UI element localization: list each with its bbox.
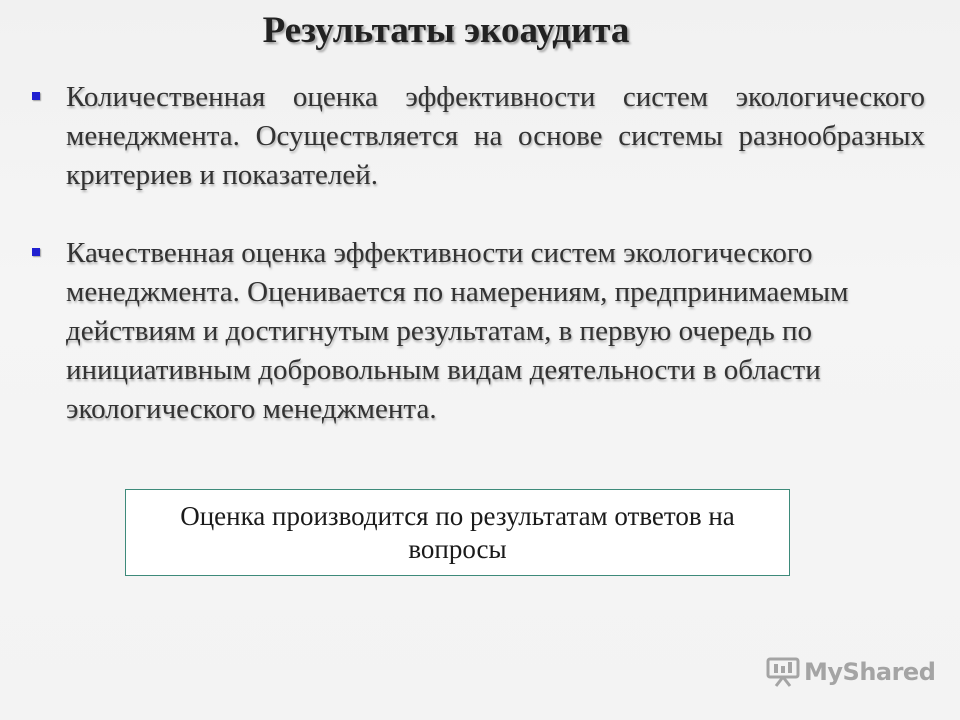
bullet-item-qualitative [30, 234, 925, 429]
square-bullet-icon [32, 92, 40, 100]
slide-title: Результаты экоаудита [262, 10, 630, 51]
note-box [125, 489, 790, 576]
bullet-list [30, 78, 925, 429]
bullet-text: Количественная оценка эффективности систем экологического менеджмента. Осуществляется на основе системы разнообразных критериев и показателей. [66, 81, 925, 191]
watermark [766, 656, 935, 688]
bullet-text: Качественная оценка эффективности систем экологического менеджмента. Оценивается по намерениям, предпринимаемым действиям и достигнутым результатам, в первую очередь по инициативным добровольным видам деятельности в области экологического менеджмента. [66, 237, 849, 425]
presentation-board-icon [766, 656, 800, 688]
note-text: Оценка производится по результатам ответов на вопросы [180, 500, 735, 564]
square-bullet-icon [32, 248, 40, 256]
watermark-text: MyShared [804, 658, 936, 686]
bullet-item-quantitative [30, 78, 925, 195]
